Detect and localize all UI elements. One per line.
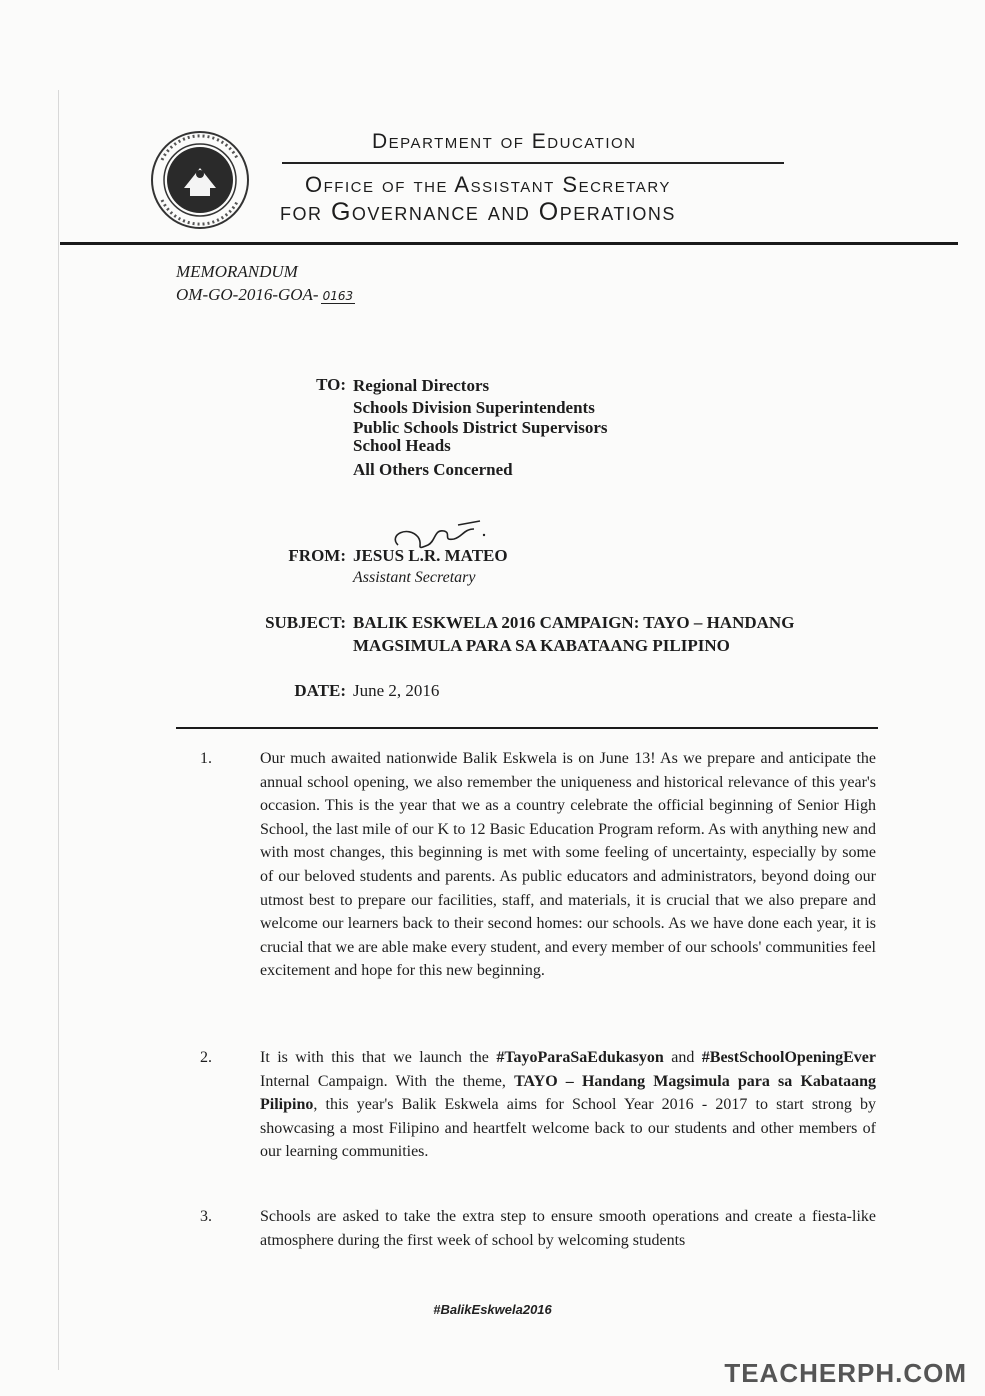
paragraph-1 xyxy=(200,747,876,983)
hashtag-bestschoolopeningever: #BestSchoolOpeningEver xyxy=(701,1049,876,1066)
from-label: FROM: xyxy=(288,546,346,565)
paragraph-number: 2. xyxy=(200,1049,212,1066)
paragraph-number: 1. xyxy=(200,750,212,767)
text-run: and xyxy=(663,1049,702,1066)
memo-title: MEMORANDUM xyxy=(176,262,298,281)
memo-number-handwritten: 0163 xyxy=(322,289,354,303)
letterhead-rule xyxy=(60,242,958,245)
to-recipients xyxy=(353,375,608,481)
paragraph-number: 3. xyxy=(200,1208,212,1225)
subject-line1: BALIK ESKWELA 2016 CAMPAIGN: TAYO – HANDANG xyxy=(353,613,795,632)
recipient-item: School Heads xyxy=(353,436,451,455)
recipient-item: Schools Division Superintendents xyxy=(353,398,595,417)
paragraph-text: Schools are asked to take the extra step to ensure smooth operations and create a fiesta-like atmosphere during the first week of school by welcoming students xyxy=(260,1208,876,1249)
memo-number-prefix: OM-GO-2016-GOA- xyxy=(176,285,319,304)
text-run: It is with this that we launch the xyxy=(260,1049,497,1066)
date-value: June 2, 2016 xyxy=(353,681,440,700)
text-run: Internal Campaign. With the theme, xyxy=(260,1072,515,1090)
text-run: , this year's Balik Eskwela aims for School Year 2016 - 2017 to start strong by showcasing a most Filipino and heartfelt welcome back to our students and other members of our learning communities. xyxy=(260,1096,876,1161)
paragraph-text xyxy=(260,1046,876,1164)
from-name: JESUS L.R. MATEO xyxy=(353,546,508,565)
date-label: DATE: xyxy=(294,681,346,700)
memo-number xyxy=(176,285,355,305)
header-divider xyxy=(282,162,784,164)
page-edge-line xyxy=(58,90,59,1370)
recipient-item: Regional Directors xyxy=(353,376,490,395)
subject-label: SUBJECT: xyxy=(265,613,346,632)
department-heading: Department of Education xyxy=(372,130,637,153)
subject-line2: MAGSIMULA PARA SA KABATAANG PILIPINO xyxy=(353,636,730,655)
footer-hashtag: #BalikEskwela2016 xyxy=(433,1302,552,1317)
recipient-item: All Others Concerned xyxy=(353,460,513,479)
paragraph-text: Our much awaited nationwide Balik Eskwela is on June 13! As we prepare and anticipate the annual school opening, we also remember the uniqueness and historical relevance of this year's occasion. This is the year that we as a country celebrate the official beginning of Senior High School, the last mile of our K to 12 Basic Education Program reform. As with anything new and with most changes, this beginning is met with some feeling of uncertainty, especially by some of our beloved students and parents. As public educators and administrators, beyond doing our utmost best to prepare our facilities, staff, and materials, it is crucial that we also prepare and welcome our learners back to their second homes: our schools. As we have done each year, it is crucial that we are able make every student, and every member of our schools' communities feel excitement and hope for this new beginning. xyxy=(260,750,876,980)
office-heading-line2: for Governance and Operations xyxy=(280,198,676,226)
paragraph-2 xyxy=(200,1046,876,1164)
to-label: TO: xyxy=(316,375,346,394)
paragraph-3 xyxy=(200,1205,876,1252)
office-heading-line1: Office of the Assistant Secretary xyxy=(305,172,671,197)
deped-seal-icon xyxy=(150,130,250,230)
hashtag-tayoparasaedukasyon: #TayoParaSaEdukasyon xyxy=(496,1049,664,1066)
campaign-theme: TAYO – Handang Magsimula para sa Kabataang Pilipino xyxy=(260,1072,877,1114)
recipient-item: Public Schools District Supervisors xyxy=(353,418,608,437)
from-title: Assistant Secretary xyxy=(353,569,476,586)
header-body-divider xyxy=(176,727,878,729)
site-watermark: TEACHERPH.COM xyxy=(724,1358,967,1388)
